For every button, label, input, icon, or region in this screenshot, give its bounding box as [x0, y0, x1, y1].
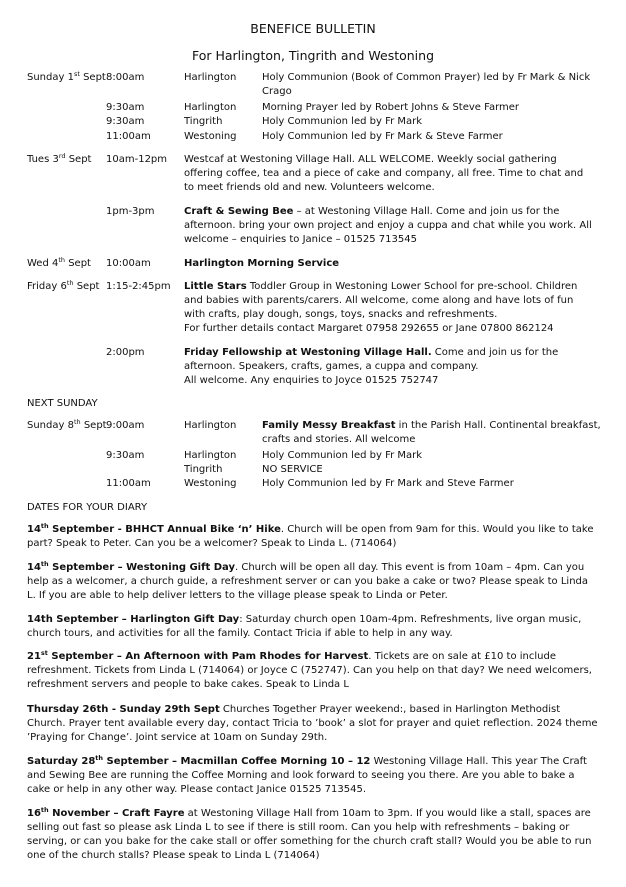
next-sunday-heading: NEXT SUNDAY — [27, 398, 98, 409]
service-desc: Holy Communion led by Fr Mark and Steve Farmer — [262, 478, 514, 489]
place: Harlington — [184, 450, 237, 461]
service-desc: Holy Communion led by Fr Mark — [262, 450, 423, 461]
time: 11:00am — [106, 478, 151, 489]
service-desc: Holy Communion led by Fr Mark & Steve Farmer — [262, 131, 503, 142]
diary-item-westoning-gift-day: 14th September – Westoning Gift Day. Church will be open all day. This event is from 10am – 4pm. Can you help as a welcomer, a church guide, a refreshment server or can you bake a cake or two? Please speak to Linda L. If you are able to help deliver letters to the village please speak to Linda or Peter. — [27, 560, 589, 601]
event-desc-westcaf: Westcaf at Westoning Village Hall. ALL WELCOME. Weekly social gathering offering coffee, tea and a piece of cake and company, all free. Time to chat and to meet friends old and new. Volunteers welcome. — [184, 154, 584, 193]
time: 9:30am — [106, 116, 145, 127]
time: 9:30am — [106, 102, 145, 113]
time: 10am-12pm — [106, 154, 168, 165]
time: 9:30am — [106, 450, 145, 461]
time: 11:00am — [106, 131, 151, 142]
service-desc: Morning Prayer led by Robert Johns & Steve Farmer — [262, 102, 520, 113]
service-desc: NO SERVICE — [262, 464, 323, 475]
event-desc-craft-sewing: Craft & Sewing Bee – at Westoning Village Hall. Come and join us for the afternoon. bring your own project and enjoy a cuppa and chat while you work. All welcome – enquiries to Janice – 01525 713545 — [184, 206, 592, 245]
time: 2:00pm — [106, 347, 145, 358]
diary-item-prayer-weekend: Thursday 26th - Sunday 29th Sept Churches Together Prayer weekend:, based in Harlington Methodist Church. Prayer tent available every day, contact Tricia to ’book’ a slot for prayer and quiet reflection. 2024 theme ’Praying for Change’. Joint service at 10am on Sunday 29th. — [27, 704, 598, 743]
place: Tingrith — [184, 464, 223, 475]
day-label-friday-6: Friday 6th Sept — [27, 279, 100, 292]
place: Westoning — [184, 131, 237, 142]
event-desc-morning-service: Harlington Morning Service — [184, 258, 340, 269]
event-desc-friday-fellowship: Friday Fellowship at Westoning Village Hall. Come and join us for the afternoon. Speakers, crafts, games, a cuppa and company. All welcome. Any enquiries to Joyce 01525 752747 — [184, 347, 559, 386]
time: 8:00am — [106, 72, 145, 83]
place: Harlington — [184, 72, 237, 83]
service-desc: Family Messy Breakfast in the Parish Hall. Continental breakfast, crafts and stories. All welcome — [262, 420, 601, 445]
diary-item-harlington-gift-day: 14th September – Harlington Gift Day: Saturday church open 10am-4pm. Refreshments, live organ music, church tours, and activities for all the family. Contact Tricia if able to help in any way. — [27, 614, 582, 639]
service-desc: Holy Communion (Book of Common Prayer) led by Fr Mark & Nick Crago — [262, 72, 591, 97]
day-label-tues-3: Tues 3rd Sept — [27, 152, 92, 165]
event-desc-little-stars: Little Stars Toddler Group in Westoning Lower School for pre-school. Children and babies with parents/carers. All welcome, come along and have lots of fun with crafts, play dough, songs, toys, snacks and refreshments. For further details contact Margaret 07958 292655 or Jane 07800 862124 — [184, 281, 578, 334]
time: 1:15-2:45pm — [106, 281, 171, 292]
diary-item-pam-rhodes: 21st September – An Afternoon with Pam Rhodes for Harvest. Tickets are on sale at £10 to include refreshment. Tickets from Linda L (714064) or Joyce C (752747). Can you help on that day? We need welcomers, refreshment servers and people to bake cakes. Speak to Linda L — [27, 649, 592, 690]
diary-heading: DATES FOR YOUR DIARY — [27, 502, 148, 513]
diary-item-bike-hike: 14th September - BHHCT Annual Bike ‘n’ Hike. Church will be open from 9am for this. Would you like to take part? Speak to Peter. Can you be a welcomer? Speak to Linda L. (714064) — [27, 522, 594, 549]
time: 1pm-3pm — [106, 206, 155, 217]
day-label-sunday-1: Sunday 1st Sept — [27, 70, 106, 83]
bulletin-subtitle: For Harlington, Tingrith and Westoning — [191, 48, 435, 63]
diary-item-craft-fayre: 16th November – Craft Fayre at Westoning Village Hall from 10am to 3pm. If you would like a stall, spaces are selling out fast so please ask Linda L to see if there is still room. Can you help with refreshments – baking or serving, or can you bake for the cake stall or offer something for the church craft stall? Would you be able to run one of the church stalls? Please speak to Linda L (714064) — [27, 806, 592, 861]
diary-item-macmillan-coffee: Saturday 28th September – Macmillan Coffee Morning 10 – 12 Westoning Village Hall. This year The Craft and Sewing Bee are running the Coffee Morning and look forward to seeing you there. Are you able to bake a cake or help in any other way. Please contact Janice 01525 713545. — [27, 754, 587, 795]
place: Westoning — [184, 478, 237, 489]
service-desc: Holy Communion led by Fr Mark — [262, 116, 423, 127]
place: Tingrith — [184, 116, 223, 127]
day-label-wed-4: Wed 4th Sept — [27, 256, 91, 269]
time: 10:00am — [106, 258, 151, 269]
bulletin-title: BENEFICE BULLETIN — [250, 21, 376, 36]
day-label-sunday-8: Sunday 8th Sept — [27, 418, 107, 431]
time: 9:00am — [106, 420, 145, 431]
place: Harlington — [184, 102, 237, 113]
place: Harlington — [184, 420, 237, 431]
